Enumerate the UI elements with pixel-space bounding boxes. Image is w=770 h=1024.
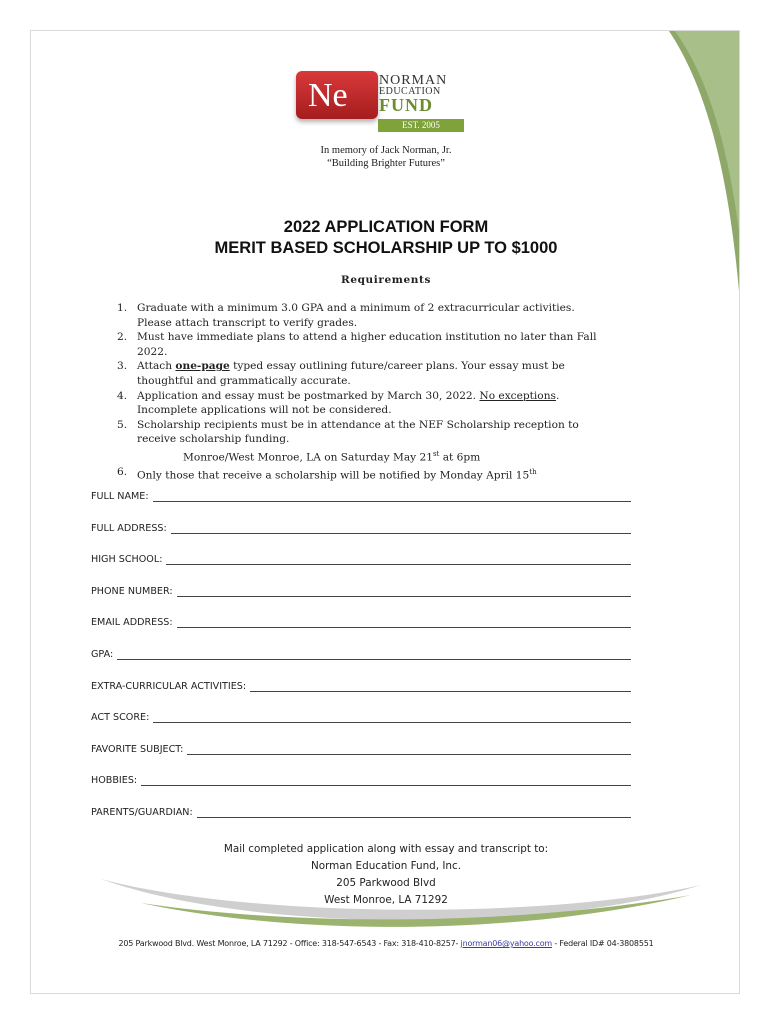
field-gpa: GPA: — [91, 649, 631, 681]
requirement-item: 5. Scholarship recipients must be in attendance at the NEF Scholarship reception to receive scholarship funding. Monroe/West Monroe, LA on Saturday May 21st at 6pm — [117, 418, 579, 464]
field-act-score: ACT SCORE: — [91, 712, 631, 744]
gpa-input-line[interactable] — [117, 649, 631, 660]
field-full-name: FULL NAME: — [91, 491, 631, 523]
requirement-item: 1. Graduate with a minimum 3.0 GPA and a minimum of 2 extracurricular activities. Please attach transcript to verify grades. — [117, 302, 575, 329]
logo-est-banner: EST. 2005 — [378, 119, 464, 132]
application-fields — [91, 491, 631, 839]
field-full-address: FULL ADDRESS: — [91, 523, 631, 555]
mailing-instructions: Mail completed application along with essay and transcript to: Norman Education Fund, Inc. 205 Parkwood Blvd West Monroe, LA 71292 — [223, 843, 549, 906]
email-address-input-line[interactable] — [177, 617, 631, 628]
field-phone-number: PHONE NUMBER: — [91, 586, 631, 618]
extracurricular-input-line[interactable] — [250, 681, 631, 692]
document-page — [30, 30, 740, 994]
field-high-school: HIGH SCHOOL: — [91, 554, 631, 586]
form-title — [31, 217, 741, 259]
requirements-heading: Requirements — [341, 274, 431, 286]
no-exceptions-emphasis: No exceptions — [479, 389, 556, 402]
high-school-input-line[interactable] — [166, 554, 631, 565]
logo-line-education: EDUCATION — [379, 86, 441, 97]
requirements-list — [91, 301, 711, 483]
field-favorite-subject: FAVORITE SUBJECT: — [91, 744, 631, 776]
act-score-input-line[interactable] — [153, 712, 631, 723]
requirement-item: 3. Attach one-page typed essay outlining future/career plans. Your essay must be thoughtful and grammatically accurate. — [117, 360, 565, 387]
logo-line-norman: NORMAN — [379, 73, 448, 88]
nef-logo — [296, 71, 466, 151]
memorial-line: In memory of Jack Norman, Jr. — [320, 145, 452, 156]
field-extracurricular: EXTRA-CURRICULAR ACTIVITIES: — [91, 681, 631, 713]
swoosh-decoration — [101, 873, 701, 933]
field-hobbies: HOBBIES: — [91, 775, 631, 807]
phone-number-input-line[interactable] — [177, 586, 631, 597]
logo-ne-text: Ne — [308, 77, 348, 114]
requirement-item: 2. Must have immediate plans to attend a higher education institution no later than Fall 2022. — [117, 331, 597, 358]
footer-contact: 205 Parkwood Blvd. West Monroe, LA 71292 - Office: 318-547-6543 - Fax: 318-410-8257- jnorman06@yahoo.com - Federal ID# 04-3808551 — [118, 939, 654, 948]
title-line-1: 2022 APPLICATION FORM — [283, 218, 489, 236]
title-line-2: MERIT BASED SCHOLARSHIP UP TO $1000 — [214, 239, 558, 257]
email-link[interactable]: jnorman06@yahoo.com — [460, 939, 553, 948]
field-parents-guardian: PARENTS/GUARDIAN: — [91, 807, 631, 839]
favorite-subject-input-line[interactable] — [187, 744, 631, 755]
memorial-text — [31, 144, 741, 170]
one-page-emphasis: one-page — [175, 360, 230, 373]
requirement-item: 4. Application and essay must be postmarked by March 30, 2022. No exceptions. Incomplete applications will not be considered. — [117, 389, 560, 417]
full-name-input-line[interactable] — [153, 491, 631, 502]
hobbies-input-line[interactable] — [141, 775, 631, 786]
field-email-address: EMAIL ADDRESS: — [91, 617, 631, 649]
full-address-input-line[interactable] — [171, 523, 631, 534]
logo-line-fund: FUND — [379, 95, 433, 115]
parents-guardian-input-line[interactable] — [197, 807, 631, 818]
tagline: “Building Brighter Futures” — [327, 158, 445, 169]
requirement-item: 6. Only those that receive a scholarship will be notified by Monday April 15th — [117, 466, 537, 482]
